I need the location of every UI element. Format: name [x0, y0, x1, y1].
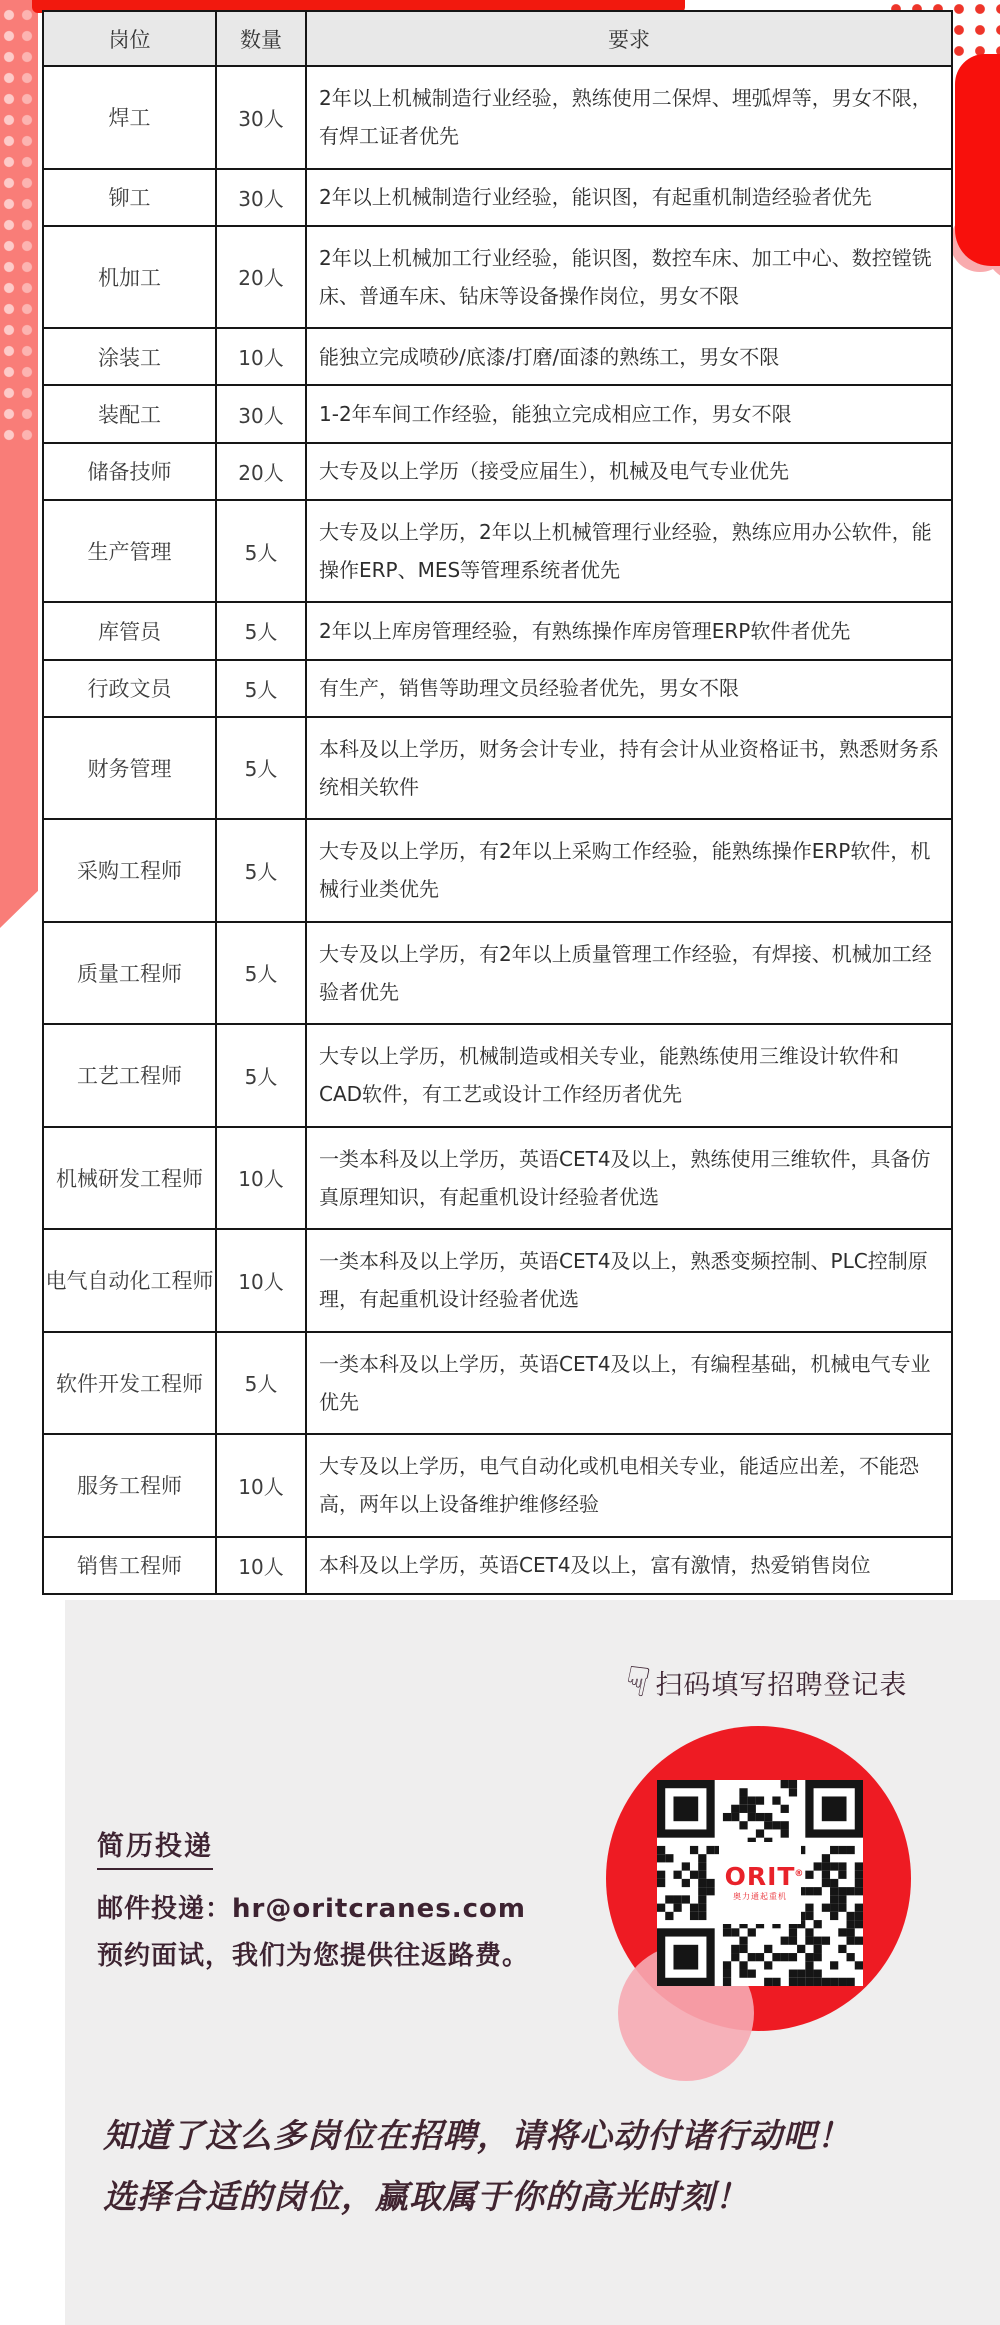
count-cell: 5人	[216, 500, 306, 603]
requirements-cell: 大专以上学历，机械制造或相关专业，能熟练使用三维设计软件和CAD软件，有工艺或设计工作经历者优先	[306, 1024, 952, 1127]
requirements-cell: 大专及以上学历（接受应届生），机械及电气专业优先	[306, 443, 952, 500]
count-cell: 20人	[216, 443, 306, 500]
qr-center-logo	[719, 1842, 805, 1924]
jobs-table	[42, 10, 953, 1595]
position-cell: 储备技师	[43, 443, 216, 500]
table-row	[43, 328, 952, 385]
requirements-cell: 大专及以上学历，有2年以上质量管理工作经验，有焊接、机械加工经验者优先	[306, 922, 952, 1025]
position-cell: 机械研发工程师	[43, 1127, 216, 1230]
requirements-cell: 大专及以上学历，电气自动化或机电相关专业，能适应出差，不能恐高，两年以上设备维护维修经验	[306, 1434, 952, 1537]
position-cell: 服务工程师	[43, 1434, 216, 1537]
column-header-requirements: 要求	[306, 11, 952, 66]
requirements-cell: 本科及以上学历，财务会计专业，持有会计从业资格证书，熟悉财务系统相关软件	[306, 717, 952, 820]
requirements-cell: 2年以上机械制造行业经验，能识图，有起重机制造经验者优先	[306, 169, 952, 226]
count-cell: 10人	[216, 328, 306, 385]
count-cell: 20人	[216, 226, 306, 329]
position-cell: 生产管理	[43, 500, 216, 603]
requirements-cell: 1-2年车间工作经验，能独立完成相应工作，男女不限	[306, 385, 952, 442]
position-cell: 铆工	[43, 169, 216, 226]
table-row	[43, 66, 952, 169]
column-header-count: 数量	[216, 11, 306, 66]
position-cell: 财务管理	[43, 717, 216, 820]
requirements-cell: 一类本科及以上学历，英语CET4及以上，有编程基础，机械电气专业优先	[306, 1332, 952, 1435]
requirements-cell: 2年以上机械加工行业经验，能识图，数控车床、加工中心、数控镗铣床、普通车床、钻床等设备操作岗位，男女不限	[306, 226, 952, 329]
requirements-cell: 本科及以上学历，英语CET4及以上，富有激情，热爱销售岗位	[306, 1537, 952, 1594]
left-dotted-ribbon	[0, 0, 38, 928]
requirements-cell: 一类本科及以上学历，英语CET4及以上，熟练使用三维软件，具备仿真原理知识，有起重机设计经验者优选	[306, 1127, 952, 1230]
count-cell: 10人	[216, 1229, 306, 1332]
position-cell: 焊工	[43, 66, 216, 169]
hand-point-down-icon: ☟	[620, 1656, 654, 1708]
recruitment-qr-code	[657, 1780, 863, 1986]
table-header-row	[43, 11, 952, 66]
requirements-cell: 2年以上库房管理经验，有熟练操作库房管理ERP软件者优先	[306, 602, 952, 659]
position-cell: 涂装工	[43, 328, 216, 385]
position-cell: 采购工程师	[43, 819, 216, 922]
count-cell: 5人	[216, 922, 306, 1025]
email-line[interactable]: 邮件投递：hr@oritcranes.com	[97, 1894, 526, 1924]
count-cell: 10人	[216, 1434, 306, 1537]
table-row	[43, 226, 952, 329]
resume-delivery-title: 简历投递	[97, 1824, 213, 1870]
slogan-line-2: 选择合适的岗位，赢取属于你的高光时刻！	[103, 2177, 749, 2216]
requirements-cell: 大专及以上学历，2年以上机械管理行业经验，熟练应用办公软件，能操作ERP、MES等管理系统者优先	[306, 500, 952, 603]
requirements-cell: 能独立完成喷砂/底漆/打磨/面漆的熟练工，男女不限	[306, 328, 952, 385]
orit-logo-text: ORIT ®	[724, 1862, 805, 1891]
table-row	[43, 1434, 952, 1537]
table-row	[43, 717, 952, 820]
registered-mark: ®	[794, 1869, 805, 1879]
count-cell: 30人	[216, 66, 306, 169]
table-row	[43, 385, 952, 442]
ribbon-dots-pattern	[0, 4, 38, 442]
table-row	[43, 1024, 952, 1127]
interview-line: 预约面试，我们为您提供往返路费。	[97, 1941, 530, 1971]
count-cell: 5人	[216, 602, 306, 659]
table-row	[43, 660, 952, 717]
scan-qr-label: 扫码填写招聘登记表	[655, 1669, 908, 1701]
position-cell: 质量工程师	[43, 922, 216, 1025]
position-cell: 库管员	[43, 602, 216, 659]
table-row	[43, 602, 952, 659]
bottom-panel	[65, 1600, 1000, 2325]
count-cell: 5人	[216, 660, 306, 717]
position-cell: 销售工程师	[43, 1537, 216, 1594]
requirements-cell: 2年以上机械制造行业经验，熟练使用二保焊、埋弧焊等，男女不限，有焊工证者优先	[306, 66, 952, 169]
count-cell: 5人	[216, 717, 306, 820]
count-cell: 30人	[216, 169, 306, 226]
orit-logo-subtext: 奥力通起重机	[733, 1892, 787, 1901]
count-cell: 5人	[216, 1024, 306, 1127]
table-row	[43, 1332, 952, 1435]
table-row	[43, 1127, 952, 1230]
table-row	[43, 500, 952, 603]
count-cell: 10人	[216, 1127, 306, 1230]
table-row	[43, 819, 952, 922]
slogan-line-1: 知道了这么多岗位在招聘，请将心动付诸行动吧！	[103, 2116, 851, 2155]
position-cell: 机加工	[43, 226, 216, 329]
count-cell: 10人	[216, 1537, 306, 1594]
column-header-position: 岗位	[43, 11, 216, 66]
requirements-cell: 有生产，销售等助理文员经验者优先，男女不限	[306, 660, 952, 717]
table-row	[43, 1537, 952, 1594]
table-row	[43, 922, 952, 1025]
count-cell: 5人	[216, 1332, 306, 1435]
position-cell: 行政文员	[43, 660, 216, 717]
requirements-cell: 一类本科及以上学历，英语CET4及以上，熟悉变频控制、PLC控制原理，有起重机设计经验者优选	[306, 1229, 952, 1332]
count-cell: 30人	[216, 385, 306, 442]
top-right-red-blob	[955, 54, 1000, 266]
contact-block	[97, 1824, 529, 1980]
position-cell: 软件开发工程师	[43, 1332, 216, 1435]
position-cell: 装配工	[43, 385, 216, 442]
position-cell: 电气自动化工程师	[43, 1229, 216, 1332]
scan-qr-callout	[620, 1656, 908, 1708]
position-cell: 工艺工程师	[43, 1024, 216, 1127]
table-row	[43, 169, 952, 226]
count-cell: 5人	[216, 819, 306, 922]
requirements-cell: 大专及以上学历，有2年以上采购工作经验，能熟练操作ERP软件，机械行业类优先	[306, 819, 952, 922]
footer-slogans	[103, 2105, 851, 2227]
table-row	[43, 1229, 952, 1332]
table-row	[43, 443, 952, 500]
